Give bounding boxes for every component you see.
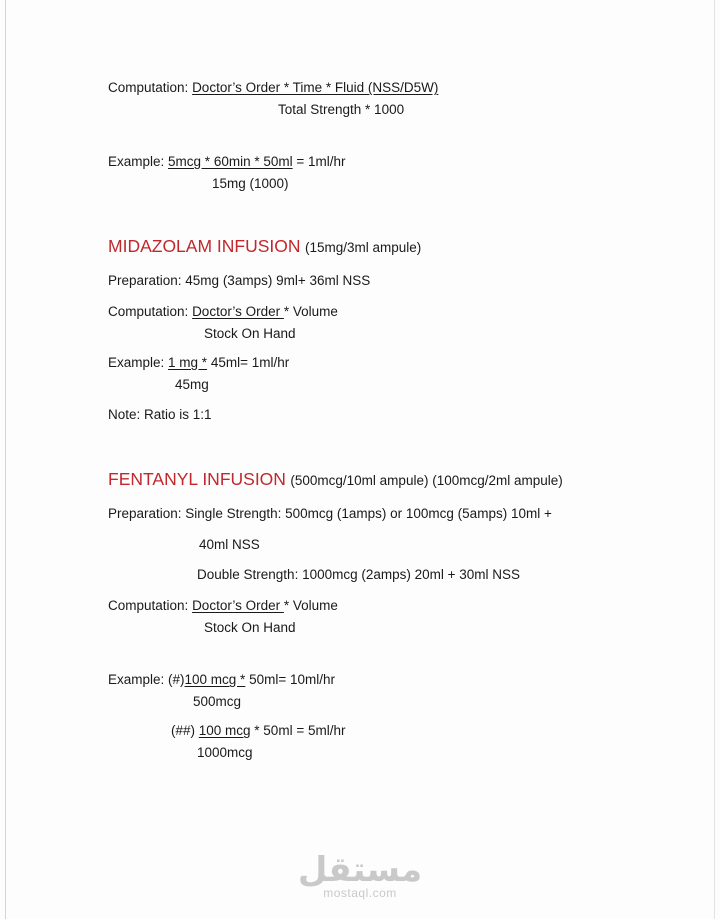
midazolam-subtitle: (15mg/3ml ampule) [304, 240, 422, 255]
general-computation [108, 79, 438, 97]
computation-label: Computation: [108, 80, 189, 95]
general-example [108, 153, 346, 171]
example-label: Example: [108, 355, 165, 370]
example1-rest: 50ml= 10ml/hr [245, 672, 335, 687]
computation-label: Computation: [108, 304, 189, 319]
example1-numerator: 100 mcg * [184, 672, 246, 687]
example-numerator: 1 mg * [168, 355, 208, 370]
page-right-edge [714, 0, 715, 919]
fentanyl-preparation-line1: Preparation: Single Strength: 500mcg (1amps) or 100mcg (5amps) 10ml + [108, 506, 552, 521]
computation-numerator: Doctor’s Order [192, 304, 284, 319]
fentanyl-title: FENTANYL INFUSION [108, 469, 286, 489]
computation-label: Computation: [108, 598, 189, 613]
midazolam-example-denominator: 45mg [175, 377, 209, 392]
midazolam-heading [108, 235, 421, 259]
midazolam-computation [108, 303, 338, 321]
fentanyl-example1-denominator: 500mcg [193, 694, 242, 709]
fentanyl-computation [108, 597, 338, 615]
fentanyl-preparation-line2: 40ml NSS [199, 537, 260, 552]
midazolam-title: MIDAZOLAM INFUSION [108, 236, 301, 256]
example-rest: 45ml= 1ml/hr [207, 355, 290, 370]
fentanyl-example2 [171, 722, 345, 740]
fentanyl-computation-denominator: Stock On Hand [204, 620, 296, 635]
computation-rest: * Volume [283, 304, 338, 319]
computation-numerator: Doctor’s Order [192, 598, 284, 613]
computation-denominator: Total Strength * 1000 [278, 102, 405, 117]
example2-prefix: (##) [171, 723, 199, 738]
fentanyl-example1 [108, 671, 335, 689]
example-label: Example: [108, 154, 165, 169]
fentanyl-preparation-line3: Double Strength: 1000mcg (2amps) 20ml + 30ml NSS [197, 567, 521, 582]
fentanyl-heading [108, 468, 563, 492]
fentanyl-subtitle: (500mcg/10ml ampule) (100mcg/2ml ampule) [290, 473, 563, 488]
midazolam-computation-denominator: Stock On Hand [204, 326, 296, 341]
midazolam-note: Note: Ratio is 1:1 [108, 407, 212, 422]
example2-numerator: 100 mcg [198, 723, 251, 738]
fentanyl-example2-denominator: 1000mcg [197, 745, 253, 760]
example2-rest: * 50ml = 5ml/hr [250, 723, 346, 738]
example-numerator: 5mcg * 60min * 50ml [168, 154, 293, 169]
example-denominator: 15mg (1000) [212, 176, 289, 191]
midazolam-example [108, 354, 289, 372]
example1-prefix: Example: (#) [108, 672, 185, 687]
computation-numerator: Doctor’s Order * Time * Fluid (NSS/D5W) [192, 80, 439, 95]
page-left-edge [5, 0, 6, 919]
watermark-logo: مستقل [297, 850, 423, 890]
computation-rest: * Volume [283, 598, 338, 613]
watermark-url: mostaql.com [323, 886, 397, 900]
midazolam-preparation: Preparation: 45mg (3amps) 9ml+ 36ml NSS [108, 273, 371, 288]
example-result: = 1ml/hr [292, 154, 346, 169]
